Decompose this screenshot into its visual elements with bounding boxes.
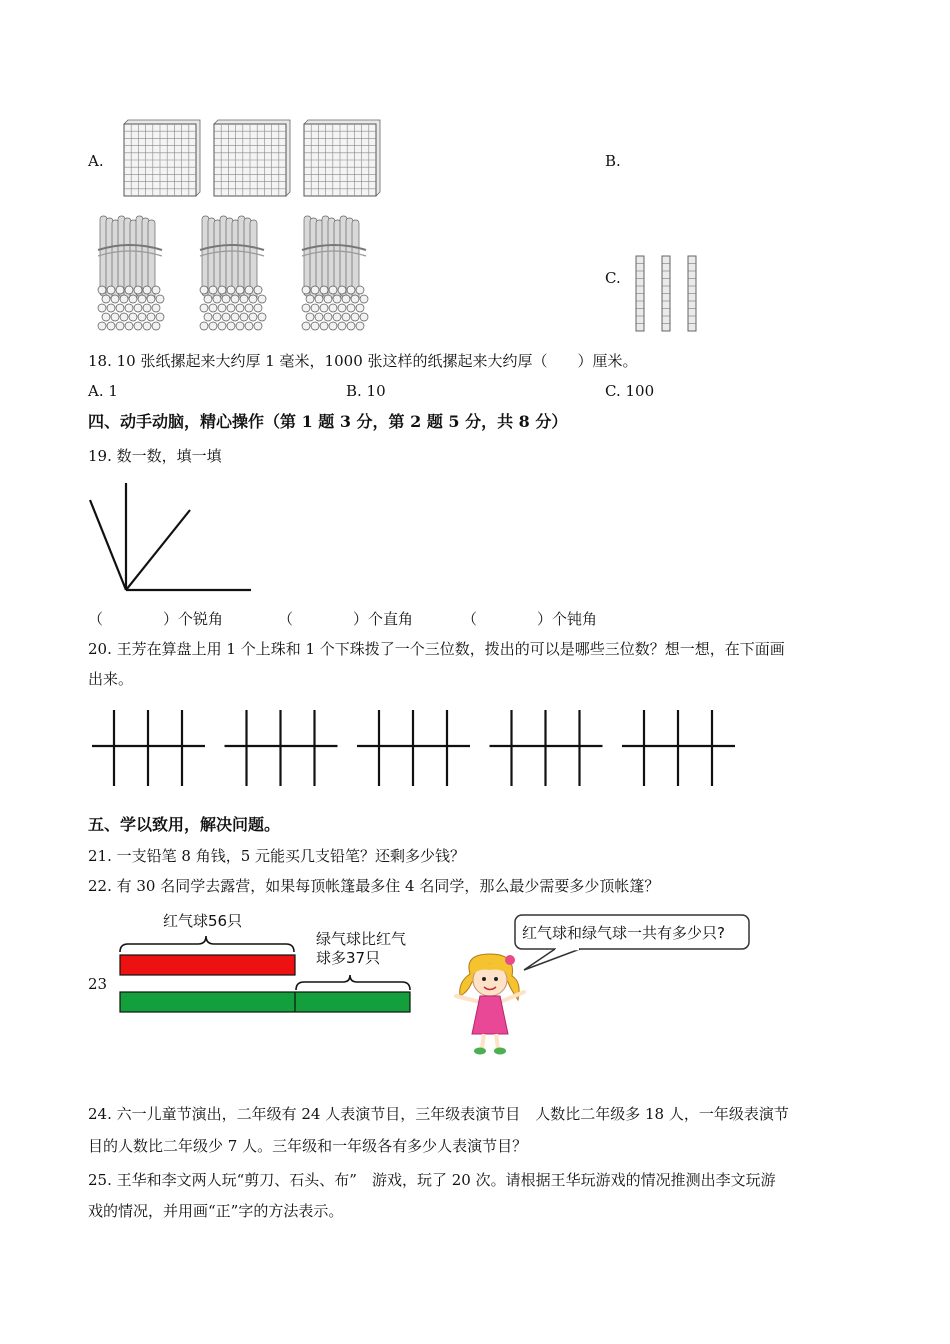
- hundred-square: [214, 120, 290, 196]
- abacus-blank: [622, 710, 735, 786]
- question-19: 19. 数一数，填一填: [88, 447, 222, 465]
- green-balloon-label-2: 球多37只: [316, 949, 381, 967]
- abacus-blank: [92, 710, 205, 786]
- ten-rod: [662, 256, 670, 331]
- hundred-square: [304, 120, 380, 196]
- speech-bubble-text: 红气球和绿气球一共有多少只?: [522, 924, 725, 942]
- hundred-squares-figure: [120, 118, 385, 198]
- option-c-label: C.: [605, 269, 621, 287]
- balloon-bar-diagram: [118, 930, 418, 1015]
- angles-figure: [88, 480, 258, 598]
- blank-obtuse-angles[interactable]: （ ）个钝角: [462, 610, 598, 628]
- q18-option-c: C. 100: [605, 382, 655, 400]
- abacus-blank: [357, 710, 470, 786]
- ten-rod: [636, 256, 644, 331]
- question-25-line1: 25. 王华和李文两人玩“剪刀、石头、布” 游戏，玩了 20 次。请根据王华玩游戏的情况推测出李文玩游: [88, 1171, 776, 1189]
- ray-left: [90, 500, 126, 590]
- question-22: 22. 有 30 名同学去露营，如果每顶帐篷最多住 4 名同学，那么最少需要多少顶帐篷？: [88, 877, 660, 895]
- hundred-square: [124, 120, 200, 196]
- question-24-line1: 24. 六一儿童节演出，二年级有 24 人表演节目，三年级表演节目 人数比二年级多 18 人，一年级表演节: [88, 1105, 789, 1123]
- q18-option-b: B. 10: [346, 382, 386, 400]
- ten-rods-figure: [632, 254, 702, 334]
- blank-acute-angles[interactable]: （ ）个锐角: [88, 610, 224, 628]
- question-21: 21. 一支铅笔 8 角钱，5 元能买几支铅笔？还剩多少钱？: [88, 847, 466, 865]
- question-20-line2: 出来。: [88, 670, 134, 688]
- red-balloon-label: 红气球56只: [163, 912, 243, 930]
- abacus-blank: [225, 710, 338, 786]
- question-18: 18. 10 张纸摞起来大约厚 1 毫米，1000 张这样的纸摞起来大约厚（ ）厘米。: [88, 352, 638, 370]
- stick-bundles-figure: [86, 212, 381, 337]
- question-20-line1: 20. 王芳在算盘上用 1 个上珠和 1 个下珠拨了一个三位数，拨出的可以是哪些三位数？想一想，在下面画: [88, 640, 785, 658]
- stick-bundle: [200, 216, 266, 330]
- question-23-number: 23: [88, 975, 108, 993]
- girl-illustration: [450, 952, 530, 1057]
- blank-right-angles[interactable]: （ ）个直角: [278, 610, 414, 628]
- red-bar: [120, 955, 295, 975]
- option-b-label: B.: [605, 152, 621, 170]
- section-4-title: 四、动手动脑，精心操作（第 1 题 3 分，第 2 题 5 分，共 8 分）: [88, 412, 568, 431]
- abacus-blank: [490, 710, 603, 786]
- option-a-label: A.: [88, 152, 104, 170]
- green-bar: [120, 992, 410, 1012]
- ten-rod: [688, 256, 696, 331]
- ray-diagonal: [126, 510, 190, 590]
- abacus-figures: [90, 708, 740, 790]
- q18-option-a: A. 1: [88, 382, 118, 400]
- stick-bundle: [98, 216, 164, 330]
- stick-bundle: [302, 216, 368, 330]
- green-balloon-label-1: 绿气球比红气: [316, 930, 407, 948]
- red-brace: [120, 936, 294, 952]
- question-24-line2: 目的人数比二年级少 7 人。三年级和一年级各有多少人表演节目？: [88, 1137, 528, 1155]
- green-brace: [296, 975, 410, 990]
- question-25-line2: 戏的情况，并用画“正”字的方法表示。: [88, 1202, 344, 1220]
- section-5-title: 五、学以致用，解决问题。: [88, 815, 281, 834]
